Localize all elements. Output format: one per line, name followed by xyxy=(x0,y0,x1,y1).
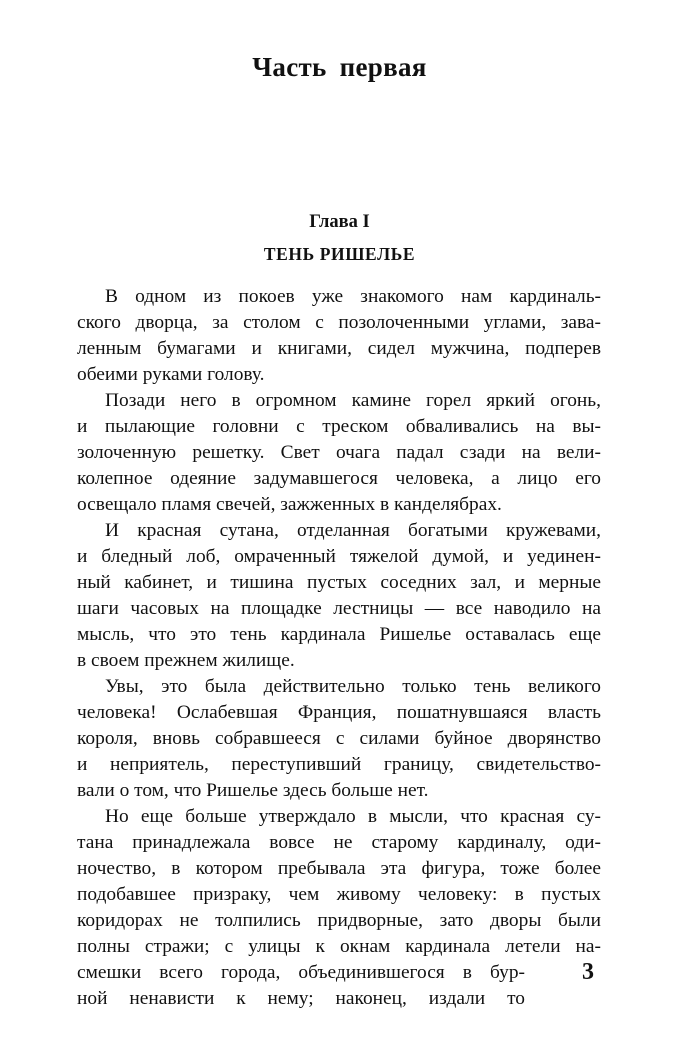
text-line: тана принадлежала вовсе не старому кардиналу, оди- xyxy=(77,832,601,853)
chapter-number: Глава I xyxy=(309,212,370,232)
text-line: короля, вновь собравшееся с силами буйное дворянство xyxy=(77,728,601,749)
text-line: смешки всего города, объединившегося в бур- xyxy=(77,962,525,983)
text-line: мысль, что это тень кардинала Ришелье оставалась еще xyxy=(77,624,601,645)
text-line: В одном из покоев уже знакомого нам кардиналь- xyxy=(105,286,601,307)
text-line: полны стражи; с улицы к окнам кардинала летели на- xyxy=(77,936,601,957)
text-line: ной ненависти к нему; наконец, издали то xyxy=(77,988,525,1009)
text-line: и пылающие головни с треском обваливались на вы- xyxy=(77,416,601,437)
text-line: колепное одеяние задумавшегося человека, а лицо его xyxy=(77,468,601,489)
text-line: И красная сутана, отделанная богатыми кружевами, xyxy=(105,520,601,541)
chapter-title: ТЕНЬ РИШЕЛЬЕ xyxy=(263,244,416,264)
text-line: Позади него в огромном камине горел яркий огонь, xyxy=(105,390,601,411)
text-line: ленным бумагами и книгами, сидел мужчина, подперев xyxy=(77,338,601,359)
text-line: золоченную решетку. Свет очага падал сзади на вели- xyxy=(77,442,601,463)
text-line: ночество, в котором пребывала эта фигура, тоже более xyxy=(77,858,601,879)
text-line: человека! Ослабевшая Франция, пошатнувшаяся власть xyxy=(77,702,601,723)
text-line: и неприятель, переступивший границу, свидетельство- xyxy=(77,754,601,775)
text-line: шаги часовых на площадке лестницы — все наводило на xyxy=(77,598,601,619)
text-line: освещало пламя свечей, зажженных в канделябрах. xyxy=(77,494,502,515)
page-number: 3 xyxy=(582,959,594,985)
text-line: в своем прежнем жилище. xyxy=(77,650,295,671)
part-title: Часть первая xyxy=(252,52,427,82)
text-line: Увы, это была действительно только тень великого xyxy=(105,676,601,697)
body-text xyxy=(77,284,601,1012)
text-line: обеими руками голову. xyxy=(77,364,265,385)
text-line: вали о том, что Ришелье здесь больше нет. xyxy=(77,780,429,801)
text-line: ского дворца, за столом с позолоченными углами, зава- xyxy=(77,312,601,333)
text-line: Но еще больше утверждало в мысли, что красная су- xyxy=(105,806,601,827)
text-line: коридорах не толпились придворные, зато дворы были xyxy=(77,910,601,931)
text-line: ный кабинет, и тишина пустых соседних зал, и мерные xyxy=(77,572,601,593)
text-line: подобавшее призраку, чем живому человеку: в пустых xyxy=(77,884,601,905)
text-line: и бледный лоб, омраченный тяжелой думой, и уединен- xyxy=(77,546,601,567)
